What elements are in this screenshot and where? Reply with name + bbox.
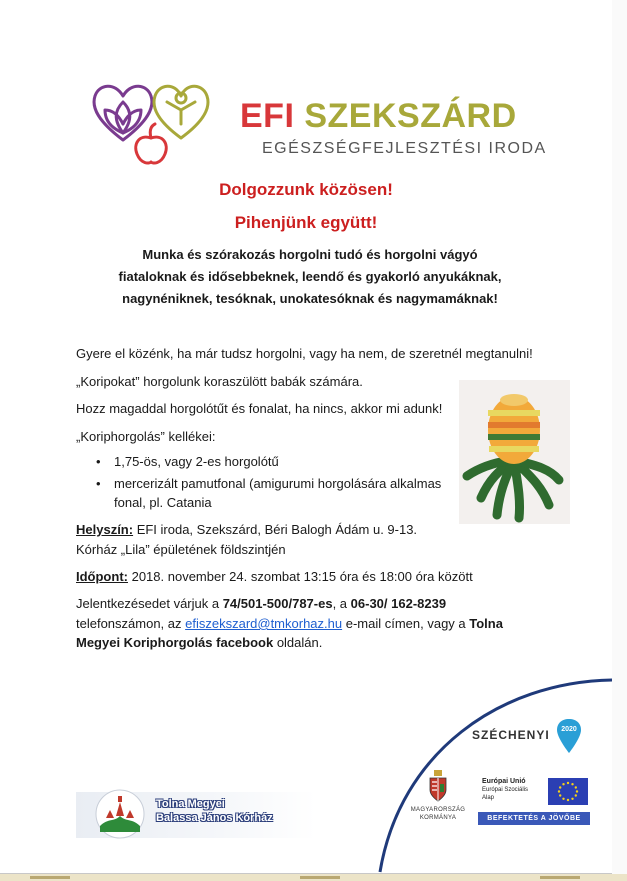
status-strip <box>0 874 627 881</box>
email-link[interactable]: efiszekszard@tmkorhaz.hu <box>185 616 343 631</box>
contact-line-2 <box>76 614 503 633</box>
time-line <box>76 567 473 586</box>
hospital-emblem-icon <box>94 788 146 840</box>
headline-work: Dolgozzunk közösen! <box>219 180 393 199</box>
body-paragraph: Gyere el közénk, ha már tudsz horgolni, vagy ha nem, de szeretnél megtanulni! <box>76 346 533 361</box>
hungarian-crest-icon <box>428 770 448 802</box>
brand-title <box>240 96 517 136</box>
eu-line-2: Európai Szociális <box>482 787 529 793</box>
eu-flag-icon <box>548 778 588 805</box>
time-label: Időpont: <box>76 569 128 584</box>
body-paragraph: Hozz magaddal horgolótűt és fonalat, ha nincs, akkor mi adunk! <box>76 401 443 416</box>
location-line-2: Kórház „Lila” épületének földszintjén <box>76 542 286 557</box>
hospital-line-1: Tolna Megyei <box>156 798 225 810</box>
eu-line-3: Alap <box>482 795 495 801</box>
location-line <box>76 520 417 539</box>
phone-1: 74/501-500/787-es <box>222 596 333 611</box>
contact-text: e-mail címen, vagy a <box>342 616 470 631</box>
headline-rest: Pihenjünk együtt! <box>234 213 378 232</box>
location-pin-icon <box>556 718 582 754</box>
location-value: EFI iroda, Szekszárd, Béri Balogh Ádám u. 9-13. <box>133 522 418 537</box>
list-item <box>96 474 441 493</box>
list-item-continuation: fonal, pl. Catania <box>114 495 212 510</box>
facebook-page-name: Megyei Koriphorgolás facebook <box>76 635 274 650</box>
szechenyi-year: 2020 <box>561 726 577 733</box>
government-label <box>408 806 468 822</box>
list-item: • 1,75-ös, vagy 2-es horgolótű <box>96 452 441 471</box>
intro-text: Munka és szórakozás horgolni tudó és horgolni vágyó fiataloknak és idősebbeknek, leendő és gyakorló anyukáknak, nagynéniknek, tesóknak, unokatesóknak és nagymamáknak! <box>118 247 502 306</box>
szechenyi-arc-icon <box>360 672 612 874</box>
facebook-county: Tolna <box>469 616 503 631</box>
contact-text: , a <box>332 596 351 611</box>
brand-city: SZEKSZÁRD <box>304 97 517 135</box>
supplies-list <box>96 452 441 512</box>
octopus-photo <box>459 380 570 524</box>
body-paragraph: „Koriphorgolás” kellékei: <box>76 429 216 444</box>
contact-text: telefonszámon, az <box>76 616 186 631</box>
hospital-line-2: Balassa János Kórház <box>156 812 273 824</box>
hospital-name <box>156 797 273 825</box>
gov-line-1: MAGYARORSZÁG <box>410 807 466 813</box>
szechenyi-label: SZÉCHENYI <box>472 728 550 742</box>
contact-text: Jelentkezésedet várjuk a <box>76 596 223 611</box>
body-paragraph: „Koripokat” horgolunk koraszülött babák számára. <box>76 374 363 389</box>
brand-efi: EFI <box>240 97 295 135</box>
brand-subtitle: EGÉSZSÉGFEJLESZTÉSI IRODA <box>262 140 547 157</box>
contact-line-1 <box>76 594 446 613</box>
list-item-text: mercerizált pamutfonal (amigurumi horgolására alkalmas <box>114 476 442 491</box>
crochet-octopus-icon <box>459 380 570 524</box>
eu-label <box>482 778 528 802</box>
contact-line-3 <box>76 633 322 652</box>
time-value: 2018. november 24. szombat 13:15 óra és 18:00 óra között <box>127 569 473 584</box>
invest-future-banner: BEFEKTETÉS A JÖVŐBE <box>478 812 590 825</box>
gov-line-2: KORMÁNYA <box>419 815 457 821</box>
phone-2: 06-30/ 162-8239 <box>350 596 447 611</box>
scrollbar-track[interactable] <box>612 0 627 874</box>
location-label: Helyszín: <box>76 522 134 537</box>
contact-text: oldalán. <box>273 635 323 650</box>
eu-line-1: Európai Unió <box>482 778 526 785</box>
